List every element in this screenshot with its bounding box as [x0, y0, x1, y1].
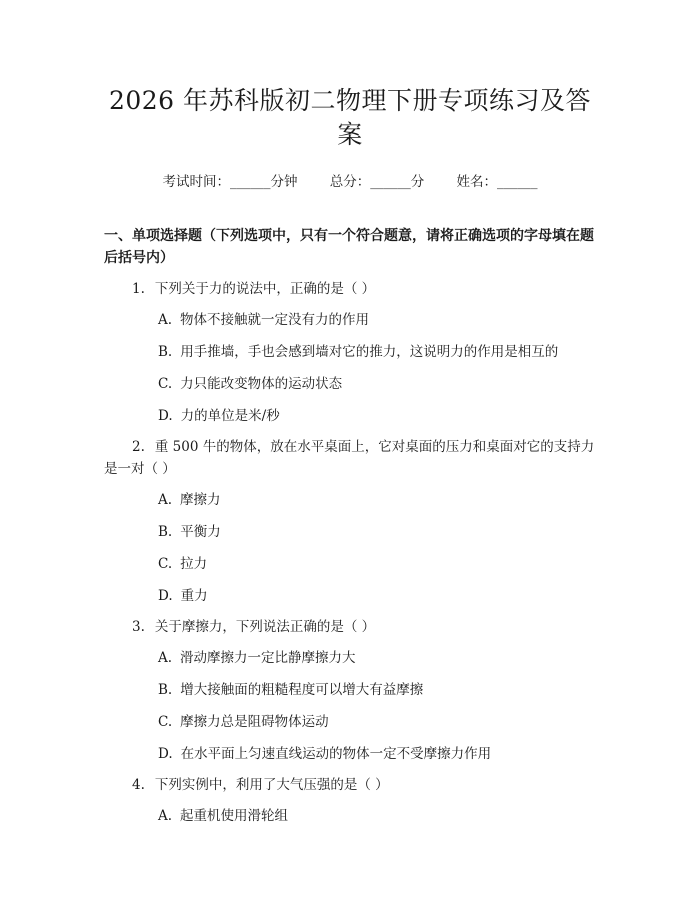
option-text: 摩擦力: [180, 492, 221, 508]
option-letter: D.: [158, 588, 173, 604]
option-text: 增大接触面的粗糙程度可以增大有益摩擦: [180, 682, 424, 698]
question-text: 关于摩擦力，下列说法正确的是（ ）: [154, 619, 376, 635]
section-header: 一、单项选择题（下列选项中，只有一个符合题意，请将正确选项的字母填在题后括号内）: [104, 228, 594, 266]
option-text: 摩擦力总是阻碍物体运动: [180, 714, 329, 730]
question-4-option-a: [104, 805, 596, 827]
option-letter: B.: [158, 524, 173, 540]
question-3-option-d: [104, 743, 596, 765]
option-letter: A.: [158, 650, 173, 666]
question-number: 1.: [132, 281, 145, 297]
exam-time-field: 考试时间：______分钟: [162, 174, 298, 190]
option-letter: C.: [158, 376, 173, 392]
question-2: [104, 436, 596, 480]
question-3-option-c: [104, 711, 596, 733]
option-letter: A.: [158, 492, 173, 508]
question-text: 重 500 牛的物体，放在水平桌面上，它对桌面的压力和桌面对它的支持力是一对（ ）: [104, 439, 595, 477]
option-letter: D.: [158, 408, 173, 424]
option-text: 在水平面上匀速直线运动的物体一定不受摩擦力作用: [180, 746, 492, 762]
option-letter: A.: [158, 312, 173, 328]
option-text: 平衡力: [180, 524, 221, 540]
option-text: 滑动摩擦力一定比静摩擦力大: [180, 650, 356, 666]
option-letter: B.: [158, 344, 173, 360]
option-letter: D.: [158, 746, 173, 762]
option-letter: B.: [158, 682, 173, 698]
question-3-option-a: [104, 647, 596, 669]
option-text: 力的单位是米/秒: [180, 408, 280, 424]
option-letter: C.: [158, 556, 173, 572]
total-score-field: 总分：______分: [329, 174, 425, 190]
question-1-option-d: [104, 405, 596, 427]
question-3: [104, 616, 596, 638]
question-2-option-d: [104, 585, 596, 607]
option-text: 重力: [180, 588, 208, 604]
question-4: [104, 774, 596, 796]
question-text: 下列关于力的说法中，正确的是（ ）: [154, 281, 376, 297]
question-1: [104, 278, 596, 300]
question-number: 4.: [132, 777, 145, 793]
question-1-option-c: [104, 373, 596, 395]
question-number: 3.: [132, 619, 145, 635]
option-text: 拉力: [180, 556, 208, 572]
option-text: 起重机使用滑轮组: [180, 808, 289, 824]
question-1-option-a: [104, 309, 596, 331]
option-letter: A.: [158, 808, 173, 824]
question-2-option-a: [104, 489, 596, 511]
option-text: 物体不接触就一定没有力的作用: [180, 312, 370, 328]
document-title: 2026 年苏科版初二物理下册专项练习及答案: [108, 86, 592, 149]
exam-info: [104, 172, 596, 192]
question-3-option-b: [104, 679, 596, 701]
student-name-field: 姓名：______: [456, 174, 538, 190]
question-2-option-c: [104, 553, 596, 575]
option-text: 用手推墙，手也会感到墙对它的推力，这说明力的作用是相互的: [180, 344, 559, 360]
question-2-option-b: [104, 521, 596, 543]
question-text: 下列实例中，利用了大气压强的是（ ）: [154, 777, 389, 793]
option-text: 力只能改变物体的运动状态: [180, 376, 343, 392]
question-1-option-b: [104, 341, 596, 363]
option-letter: C.: [158, 714, 173, 730]
question-number: 2.: [132, 439, 145, 455]
